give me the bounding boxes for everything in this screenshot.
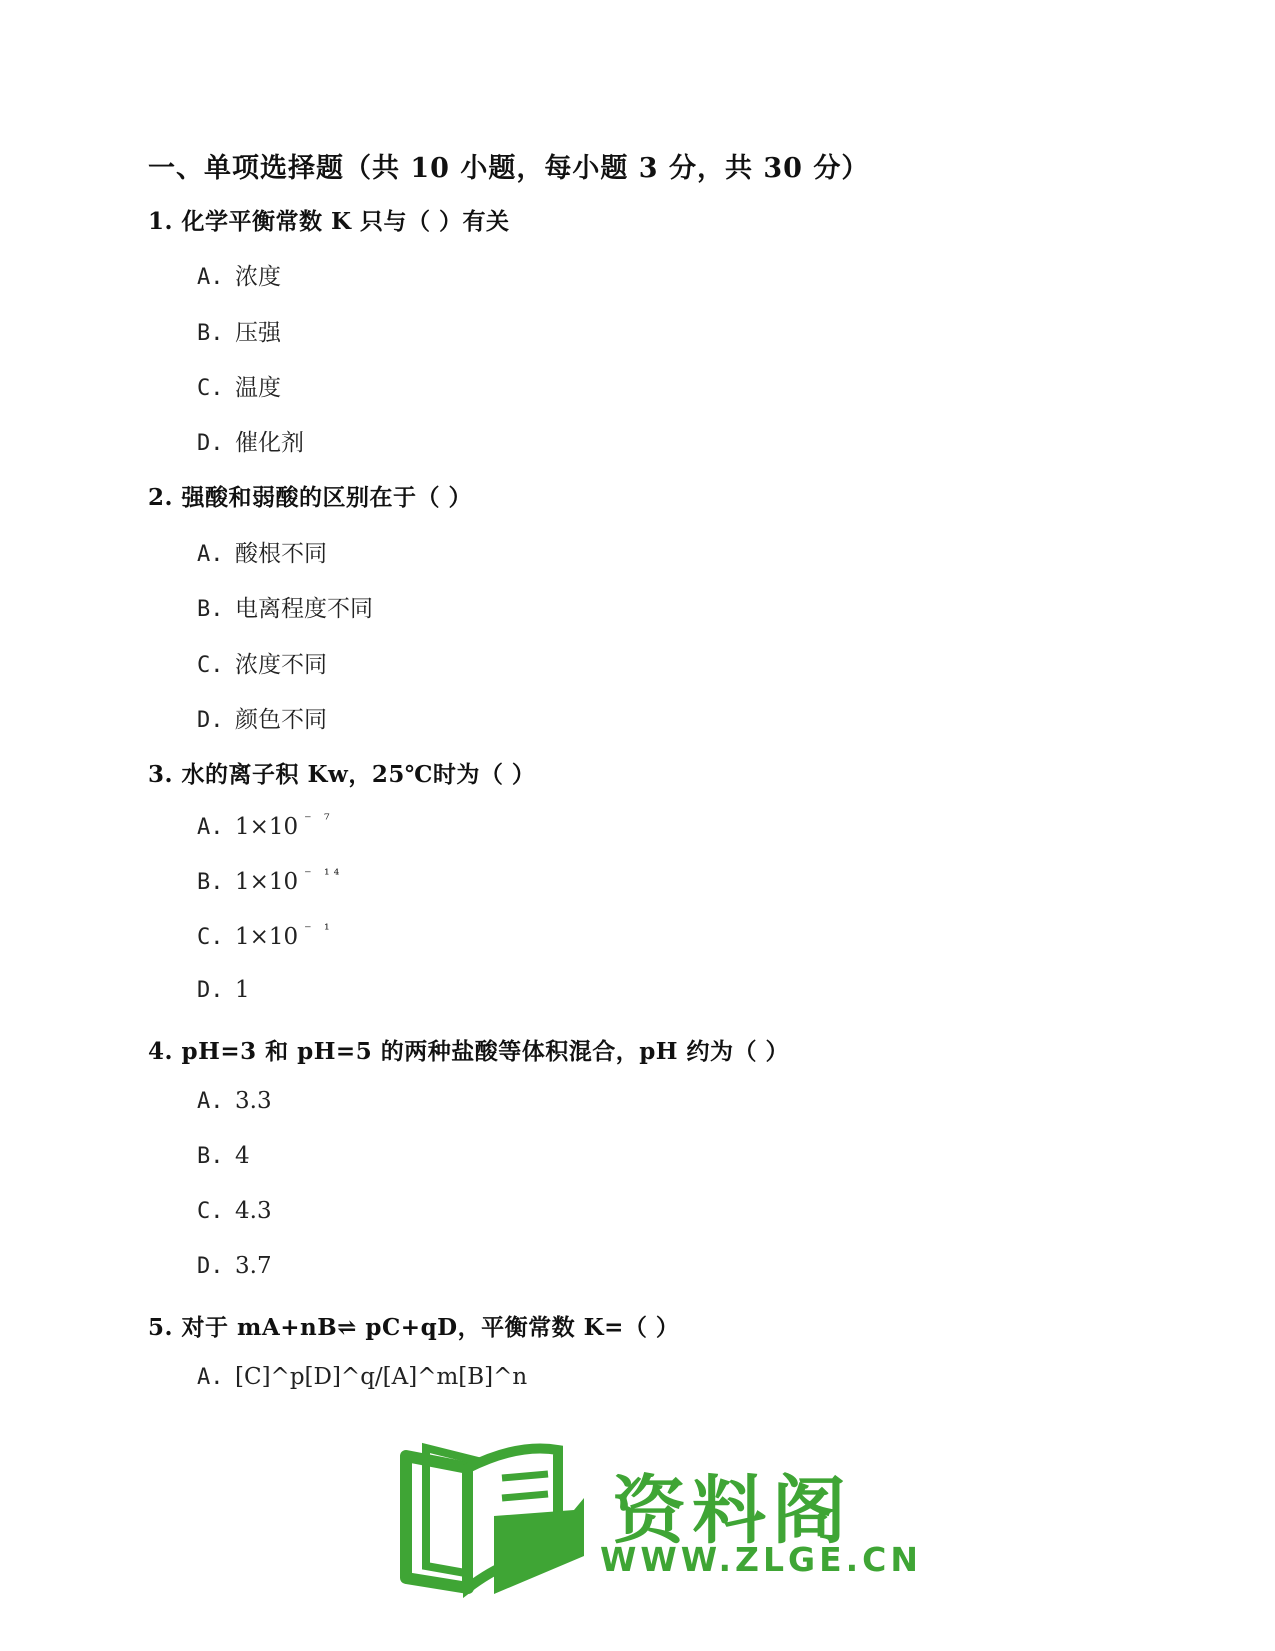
option-letter: D. xyxy=(197,708,224,733)
option-letter: A. xyxy=(197,265,224,290)
watermark-brand-name: 资料阁 xyxy=(612,1468,852,1554)
option-text: 压强 xyxy=(235,320,281,346)
option-letter: A. xyxy=(197,815,224,840)
option-letter: C. xyxy=(197,653,224,678)
option-letter: B. xyxy=(197,1144,224,1169)
option-letter: C. xyxy=(197,376,224,401)
question-3-option-b xyxy=(197,867,343,895)
option-letter: B. xyxy=(197,870,224,895)
question-2-stem: 2. 强酸和弱酸的区别在于（ ） xyxy=(148,484,473,511)
option-letter: D. xyxy=(197,431,224,456)
question-1-option-b xyxy=(197,314,281,347)
question-1-option-d xyxy=(197,424,304,457)
option-text: 催化剂 xyxy=(235,430,304,456)
option-letter: C. xyxy=(197,925,224,950)
option-text: [C]^p[D]^q/[A]^m[B]^n xyxy=(235,1364,528,1390)
question-4-option-a xyxy=(197,1088,272,1114)
option-letter: D. xyxy=(197,978,224,1003)
option-text: 电离程度不同 xyxy=(235,596,373,622)
option-text: 1×10 xyxy=(235,814,299,840)
option-letter: B. xyxy=(197,597,224,622)
option-text: 1 xyxy=(235,977,250,1003)
question-1-option-a xyxy=(197,258,281,291)
option-text: 温度 xyxy=(235,375,281,401)
option-letter: D. xyxy=(197,1254,224,1279)
option-text: 4 xyxy=(235,1143,250,1169)
watermark-url: WWW.ZLGE.CN xyxy=(600,1540,923,1579)
option-letter: A. xyxy=(197,542,224,567)
option-text: 4.3 xyxy=(235,1198,272,1224)
option-text: 颜色不同 xyxy=(235,707,327,733)
option-letter: B. xyxy=(197,321,224,346)
option-exponent: ⁻ ¹ xyxy=(304,922,334,938)
question-2-option-d xyxy=(197,701,327,734)
question-3-stem: 3. 水的离子积 Kw，25℃时为（ ） xyxy=(148,761,536,788)
question-2-option-a xyxy=(197,535,327,568)
question-3-option-c xyxy=(197,922,334,950)
question-2-option-b xyxy=(197,590,373,623)
question-1-option-c xyxy=(197,369,281,402)
option-letter: A. xyxy=(197,1089,224,1114)
question-3-option-d xyxy=(197,977,250,1003)
question-3-option-a xyxy=(197,812,334,840)
option-text: 1×10 xyxy=(235,924,299,950)
option-letter: A. xyxy=(197,1365,224,1390)
option-text: 3.7 xyxy=(235,1253,272,1279)
option-text: 3.3 xyxy=(235,1088,272,1114)
option-letter: C. xyxy=(197,1199,224,1224)
option-exponent: ⁻ ¹⁴ xyxy=(304,867,344,883)
question-1-stem: 1. 化学平衡常数 K 只与（ ）有关 xyxy=(148,208,510,235)
section-title: 一、单项选择题（共 10 小题，每小题 3 分，共 30 分） xyxy=(148,153,870,184)
question-4-option-b xyxy=(197,1143,250,1169)
question-4-stem: 4. pH=3 和 pH=5 的两种盐酸等体积混合，pH 约为（ ） xyxy=(148,1038,790,1065)
option-text: 1×10 xyxy=(235,869,299,895)
option-text: 酸根不同 xyxy=(235,541,327,567)
question-4-option-c xyxy=(197,1198,272,1224)
question-4-option-d xyxy=(197,1253,272,1279)
option-text: 浓度不同 xyxy=(235,652,327,678)
option-exponent: ⁻ ⁷ xyxy=(304,812,334,828)
option-text: 浓度 xyxy=(235,264,281,290)
question-2-option-c xyxy=(197,646,327,679)
question-5-option-a xyxy=(197,1364,527,1390)
question-5-stem: 5. 对于 mA+nB⇌ pC+qD，平衡常数 K=（ ） xyxy=(148,1314,680,1341)
